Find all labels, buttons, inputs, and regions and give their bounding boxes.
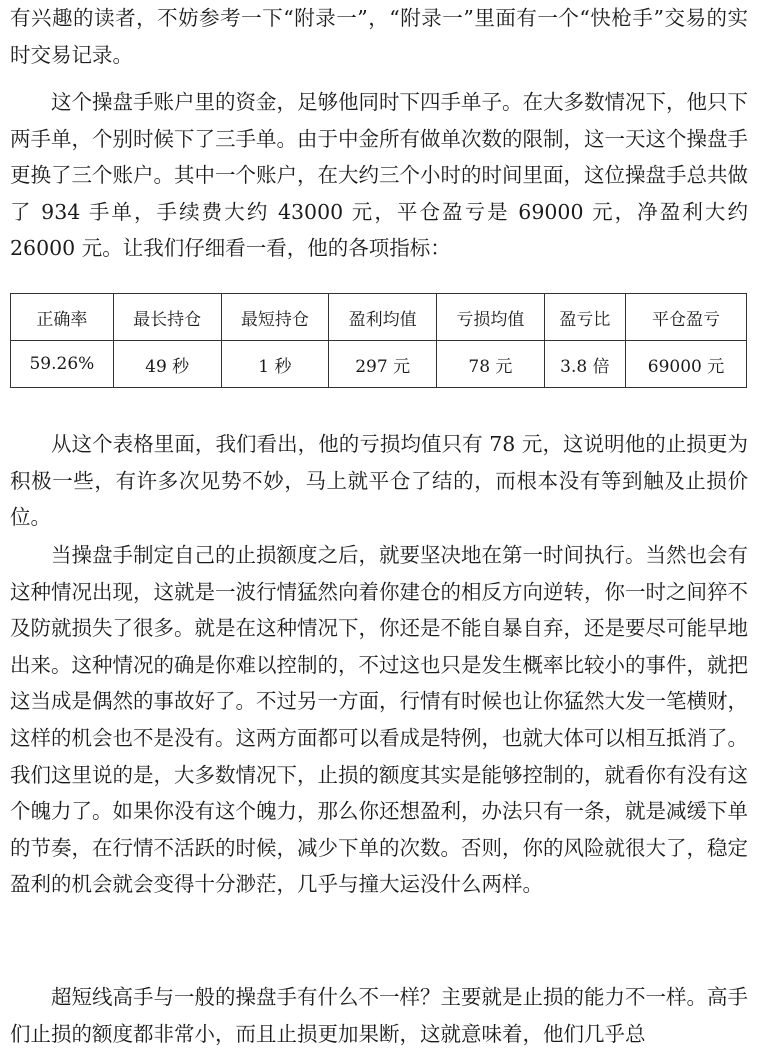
header-win-rate: 正确率 — [11, 294, 114, 341]
paragraph-appendix-reference: 有兴趣的读者，不妨参考一下“附录一”，“附录一”里面有一个“快枪手”交易的实时交易记录。 — [10, 6, 748, 67]
value-win-rate: 59.26% — [11, 341, 114, 388]
header-avg-loss: 亏损均值 — [437, 294, 545, 341]
table-row — [11, 341, 747, 388]
value-closing-pnl: 69000 元 — [625, 341, 746, 388]
trading-metrics-table — [10, 293, 747, 388]
header-avg-profit: 盈利均值 — [329, 294, 437, 341]
table-header-row — [11, 294, 747, 341]
value-profit-loss-ratio: 3.8 倍 — [544, 341, 625, 388]
value-longest-hold: 49 秒 — [113, 341, 221, 388]
paragraph-table-analysis: 从这个表格里面，我们看出，他的亏损均值只有 78 元，这说明他的止损更为积极一些，有许多次见势不妙，马上就平仓了结的，而根本没有等到触及止损价位。 — [10, 432, 748, 530]
value-avg-loss: 78 元 — [437, 341, 545, 388]
header-shortest-hold: 最短持仓 — [221, 294, 329, 341]
paragraph-stop-loss-discipline: 当操盘手制定自己的止损额度之后，就要坚决地在第一时间执行。当然也会有这种情况出现，这就是一波行情猛然向着你建仓的相反方向逆转，你一时之间猝不及防就损失了很多。就是在这种情况下，你还是不能自暴自弃，还是要尽可能早地出来。这种情况的确是你难以控制的，不过这也只是发生概率比较小的事件，就把这当成是偶然的事故好了。不过另一方面，行情有时候也让你猛然大发一笔横财，这样的机会也不是没有。这两方面都可以看成是特例，也就大体可以相互抵消了。我们这里说的是，大多数情况下，止损的额度其实是能够控制的，就看你有没有这个魄力了。如果你没有这个魄力，那么你还想盈利，办法只有一条，就是减缓下单的节奏，在行情不活跃的时候，减少下单的次数。否则，你的风险就很大了，稳定盈利的机会就会变得十分渺茫，几乎与撞大运没什么两样。 — [10, 543, 748, 897]
header-closing-pnl: 平仓盈亏 — [625, 294, 746, 341]
header-longest-hold: 最长持仓 — [113, 294, 221, 341]
value-avg-profit: 297 元 — [329, 341, 437, 388]
value-shortest-hold: 1 秒 — [221, 341, 329, 388]
header-profit-loss-ratio: 盈亏比 — [544, 294, 625, 341]
paragraph-expert-difference: 超短线高手与一般的操盘手有什么不一样？主要就是止损的能力不一样。高手们止损的额度都非常小，而且止损更加果断，这就意味着，他们几乎总 — [10, 985, 748, 1046]
paragraph-account-summary: 这个操盘手账户里的资金，足够他同时下四手单子。在大多数情况下，他只下两手单，个别时候下了三手单。由于中金所有做单次数的限制，这一天这个操盘手更换了三个账户。其中一个账户，在大约三个小时的时间里面，这位操盘手总共做了 934 手单，手续费大约 43000 元，平仓盈亏是 69000 元，净盈利大约 26000 元。让我们仔细看一看，他的各项指标： — [10, 90, 748, 261]
